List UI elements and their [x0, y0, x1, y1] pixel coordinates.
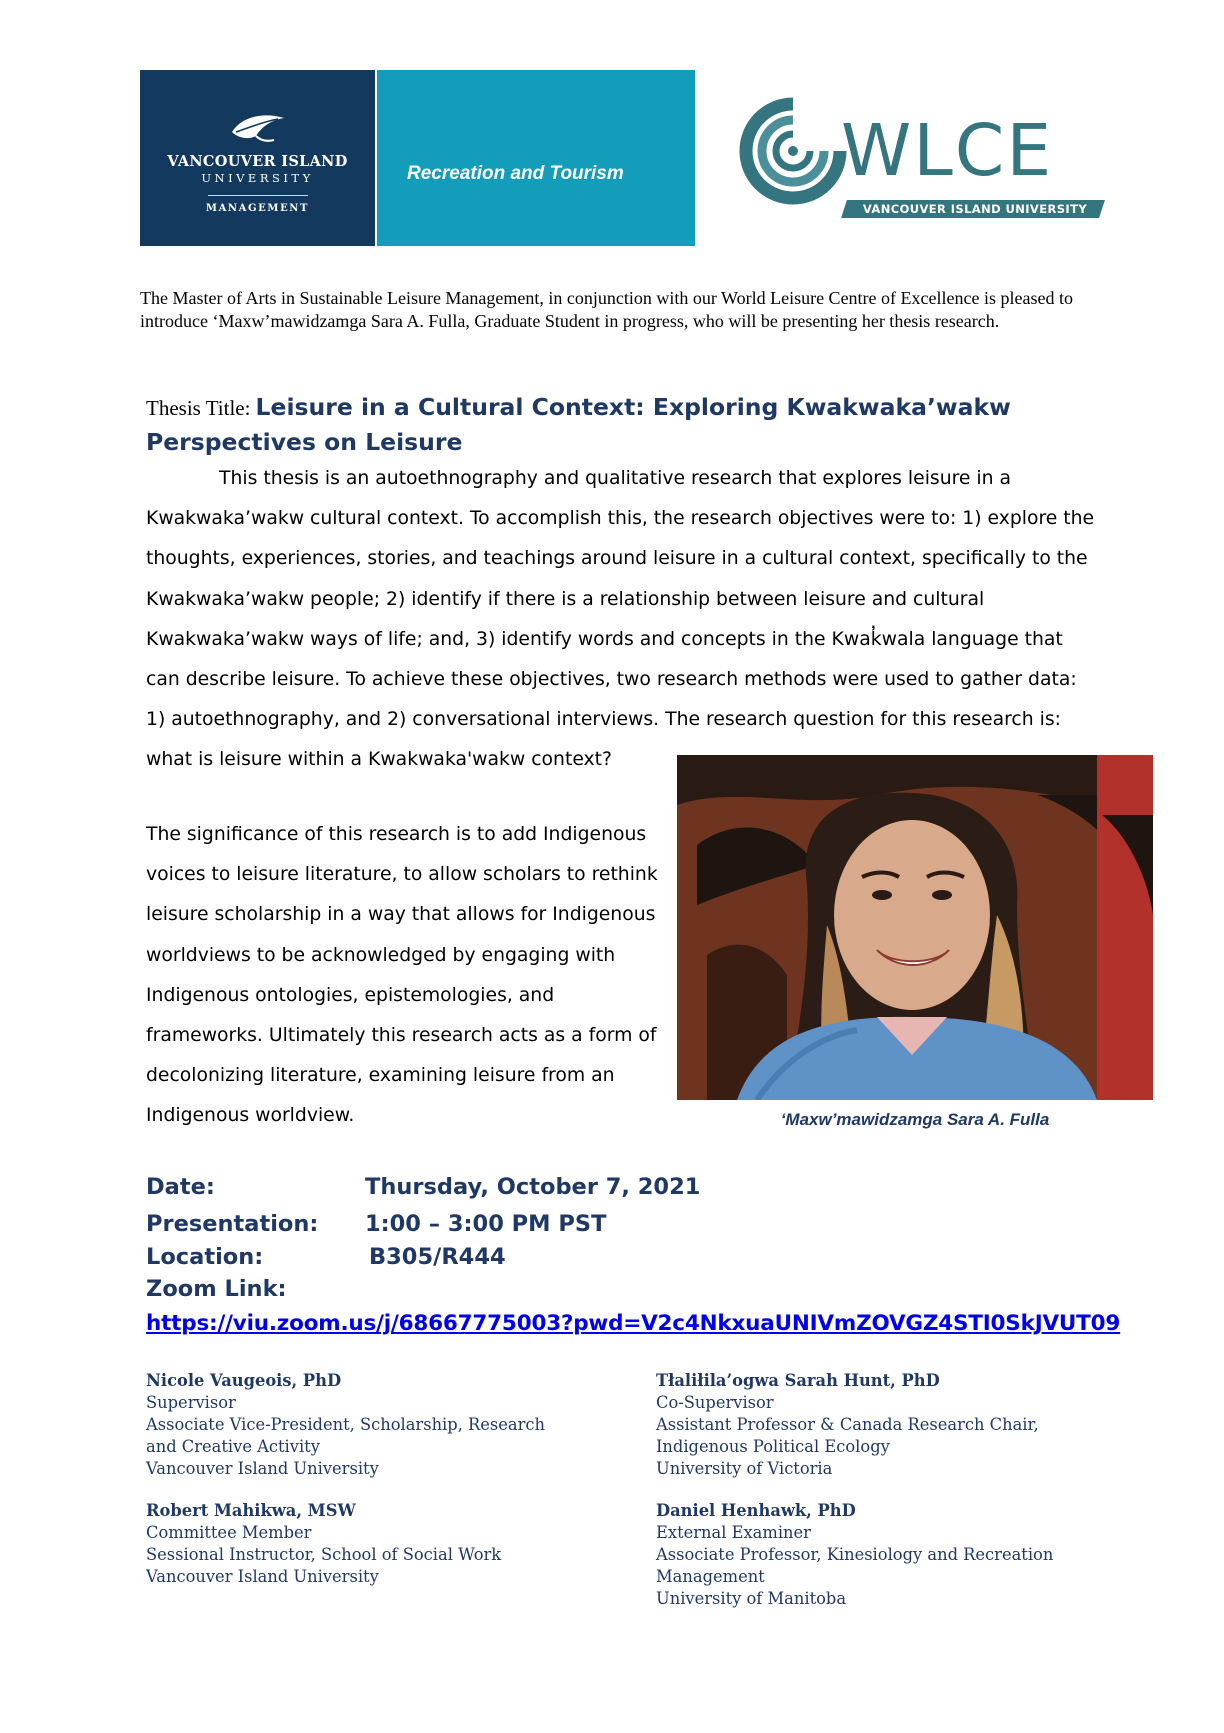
intro-paragraph: The Master of Arts in Sustainable Leisure Management, in conjunction with our World Leisure Centre of Excellence is pleased to introduce ‘Maxw’mawidzamga Sara A. Fulla, Graduate Student in progress, who will be presenting her thesis research. — [140, 288, 1073, 331]
thesis-title-line — [146, 393, 1086, 421]
thesis-abstract — [146, 459, 1096, 781]
program-banner — [377, 70, 695, 246]
member-affiliation: University of Manitoba — [656, 1589, 847, 1608]
committee-member-co-supervisor — [656, 1370, 1136, 1480]
member-affiliation: Vancouver Island University — [146, 1459, 379, 1478]
date-label: Date: — [146, 1174, 215, 1200]
member-detail: Management — [656, 1567, 765, 1586]
significance-paragraph: The significance of this research is to add Indigenous voices to leisure literature, to allow scholars to rethink leisure scholarship in a way that allows for Indigenous worldviews to be acknowledged by engaging with Indigenous ontologies, epistemologies, and frameworks. Ultimately this research acts as a form of decolonizing literature, examining leisure from an Indigenous worldview. — [146, 824, 658, 1127]
member-role: External Examiner — [656, 1523, 811, 1542]
member-detail: Indigenous Political Ecology — [656, 1437, 890, 1456]
member-affiliation: Vancouver Island University — [146, 1567, 379, 1586]
member-name: Tłaliłila’ogwa Sarah Hunt, PhD — [656, 1371, 940, 1390]
wlce-subtitle: VANCOUVER ISLAND UNIVERSITY — [862, 202, 1088, 216]
presentation-label: Presentation: — [146, 1211, 319, 1237]
thesis-title: Leisure in a Cultural Context: Exploring Kwakwaka’wakw — [255, 393, 1011, 421]
wlce-wordmark: WLCE — [841, 109, 1054, 192]
wlce-logo — [716, 72, 1126, 240]
program-label: Recreation and Tourism — [407, 163, 624, 184]
zoom-link[interactable]: https://viu.zoom.us/j/68667775003?pwd=V2c4NkxuaUNIVmZOVGZ4STI0SkJVUT09 — [146, 1311, 1121, 1336]
date-value: Thursday, October 7, 2021 — [365, 1174, 701, 1200]
member-role: Committee Member — [146, 1523, 312, 1542]
member-detail: and Creative Activity — [146, 1437, 320, 1456]
viu-sub: UNIVERSITY — [201, 171, 314, 185]
photo-caption: ‘Maxw’mawidzamga Sara A. Fulla — [780, 1110, 1050, 1129]
location-value: B305/R444 — [369, 1244, 506, 1270]
abstract-paragraph: This thesis is an autoethnography and qualitative research that explores leisure in a Kwakwaka’wakw cultural context. To accomplish this, the research objectives were to: 1) explore the thoughts, experiences, stories, and teachings around leisure in a cultural context, specifically to the Kwakwaka’wakw people; 2) identify if there is a relationship between leisure and cultural Kwakwaka’wakw ways of life; and, 3) identify words and concepts in the Kwak̓wala language that can describe leisure. To achieve these objectives, two research methods were used to gather data: 1) autoethnography, and 2) conversational interviews. The research question for this research is: what is leisure within a Kwakwaka'wakw context? — [146, 468, 1095, 771]
member-name: Daniel Henhawk, PhD — [656, 1501, 856, 1520]
presentation-time: 1:00 – 3:00 PM PST — [365, 1211, 607, 1237]
viu-divider — [208, 195, 308, 196]
viu-management-logo — [140, 70, 375, 246]
committee-member-supervisor — [146, 1370, 626, 1480]
committee-member-committee — [146, 1500, 626, 1588]
wave-swirl-icon — [738, 96, 848, 206]
thesis-title-continued: Perspectives on Leisure — [146, 428, 463, 456]
member-role: Co-Supervisor — [656, 1393, 774, 1412]
viu-leaf-icon — [228, 110, 288, 146]
member-affiliation: University of Victoria — [656, 1459, 833, 1478]
member-name: Nicole Vaugeois, PhD — [146, 1371, 342, 1390]
zoom-label: Zoom Link: — [146, 1276, 287, 1302]
presenter-photo — [677, 755, 1153, 1100]
member-detail: Associate Vice-President, Scholarship, Research — [146, 1415, 546, 1434]
member-name: Robert Mahikwa, MSW — [146, 1501, 356, 1520]
member-detail: Associate Professor, Kinesiology and Recreation — [656, 1545, 1054, 1564]
committee-member-external — [656, 1500, 1136, 1610]
member-detail: Assistant Professor & Canada Research Chair, — [656, 1415, 1039, 1434]
viu-name: VANCOUVER ISLAND — [167, 153, 348, 170]
portrait-image — [677, 755, 1153, 1100]
thesis-prefix: Thesis Title: — [146, 396, 251, 420]
location-label: Location: — [146, 1244, 264, 1270]
member-detail: Sessional Instructor, School of Social Work — [146, 1545, 502, 1564]
viu-dept: MANAGEMENT — [205, 203, 310, 214]
member-role: Supervisor — [146, 1393, 236, 1412]
